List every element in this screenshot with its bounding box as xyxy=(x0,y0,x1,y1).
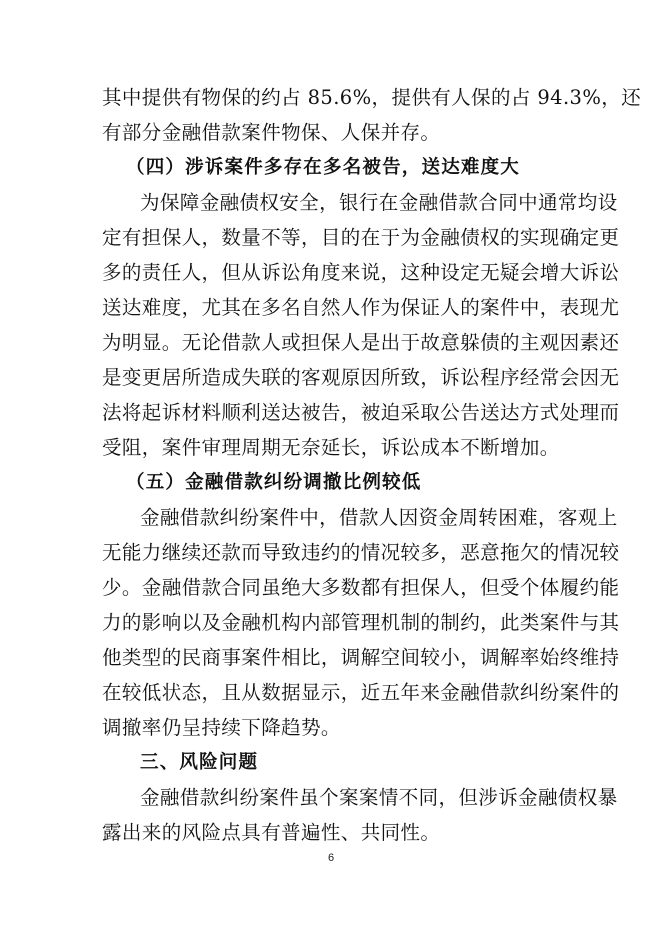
section-3-heading: 三、风险问题 xyxy=(140,752,259,773)
section-4-line-5: 为明显。无论借款人或担保人是出于故意躲债的主观因素还 xyxy=(102,331,620,354)
section-5-line-1: 金融借款纠纷案件中，借款人因资金周转困难，客观上 xyxy=(140,506,618,529)
section-5-line-3: 少。金融借款合同虽绝大多数都有担保人，但受个体履约能 xyxy=(102,576,620,599)
intro-line-1: 其中提供有物保的约占 85.6%，提供有人保的占 94.3%，还 xyxy=(102,86,642,109)
section-4-line-3: 多的责任人，但从诉讼角度来说，这种设定无疑会增大诉讼 xyxy=(102,261,620,284)
section-4-line-7: 法将起诉材料顺利送达被告，被迫采取公告送达方式处理而 xyxy=(102,401,620,424)
section-3-line-2: 露出来的风险点具有普遍性、共同性。 xyxy=(102,821,441,844)
section-4-line-8: 受阻，案件审理周期无奈延长，诉讼成本不断增加。 xyxy=(102,436,560,459)
section-5-line-7: 调撤率仍呈持续下降趋势。 xyxy=(102,716,341,739)
section-4-heading: （四）涉诉案件多存在多名被告，送达难度大 xyxy=(126,157,521,178)
page-number: 6 xyxy=(327,852,335,864)
intro-line-2: 有部分金融借款案件物保、人保并存。 xyxy=(102,121,441,144)
section-5-line-5: 他类型的民商事案件相比，调解空间较小，调解率始终维持 xyxy=(102,646,620,669)
section-4-line-2: 定有担保人，数量不等，目的在于为金融债权的实现确定更 xyxy=(102,226,620,249)
section-3-line-1: 金融借款纠纷案件虽个案案情不同，但涉诉金融债权暴 xyxy=(140,786,618,809)
section-4-line-6: 是变更居所造成失联的客观原因所致，诉讼程序经常会因无 xyxy=(102,366,620,389)
section-5-line-4: 力的影响以及金融机构内部管理机制的制约，此类案件与其 xyxy=(102,611,620,634)
section-4-line-1: 为保障金融债权安全，银行在金融借款合同中通常均设 xyxy=(140,191,618,214)
section-5-line-6: 在较低状态，且从数据显示，近五年来金融借款纠纷案件的 xyxy=(102,681,620,704)
section-5-line-2: 无能力继续还款而导致违约的情况较多，恶意拖欠的情况较 xyxy=(102,541,620,564)
section-5-heading: （五）金融借款纠纷调撤比例较低 xyxy=(126,472,422,493)
section-4-line-4: 送达难度，尤其在多名自然人作为保证人的案件中，表现尤 xyxy=(102,296,620,319)
